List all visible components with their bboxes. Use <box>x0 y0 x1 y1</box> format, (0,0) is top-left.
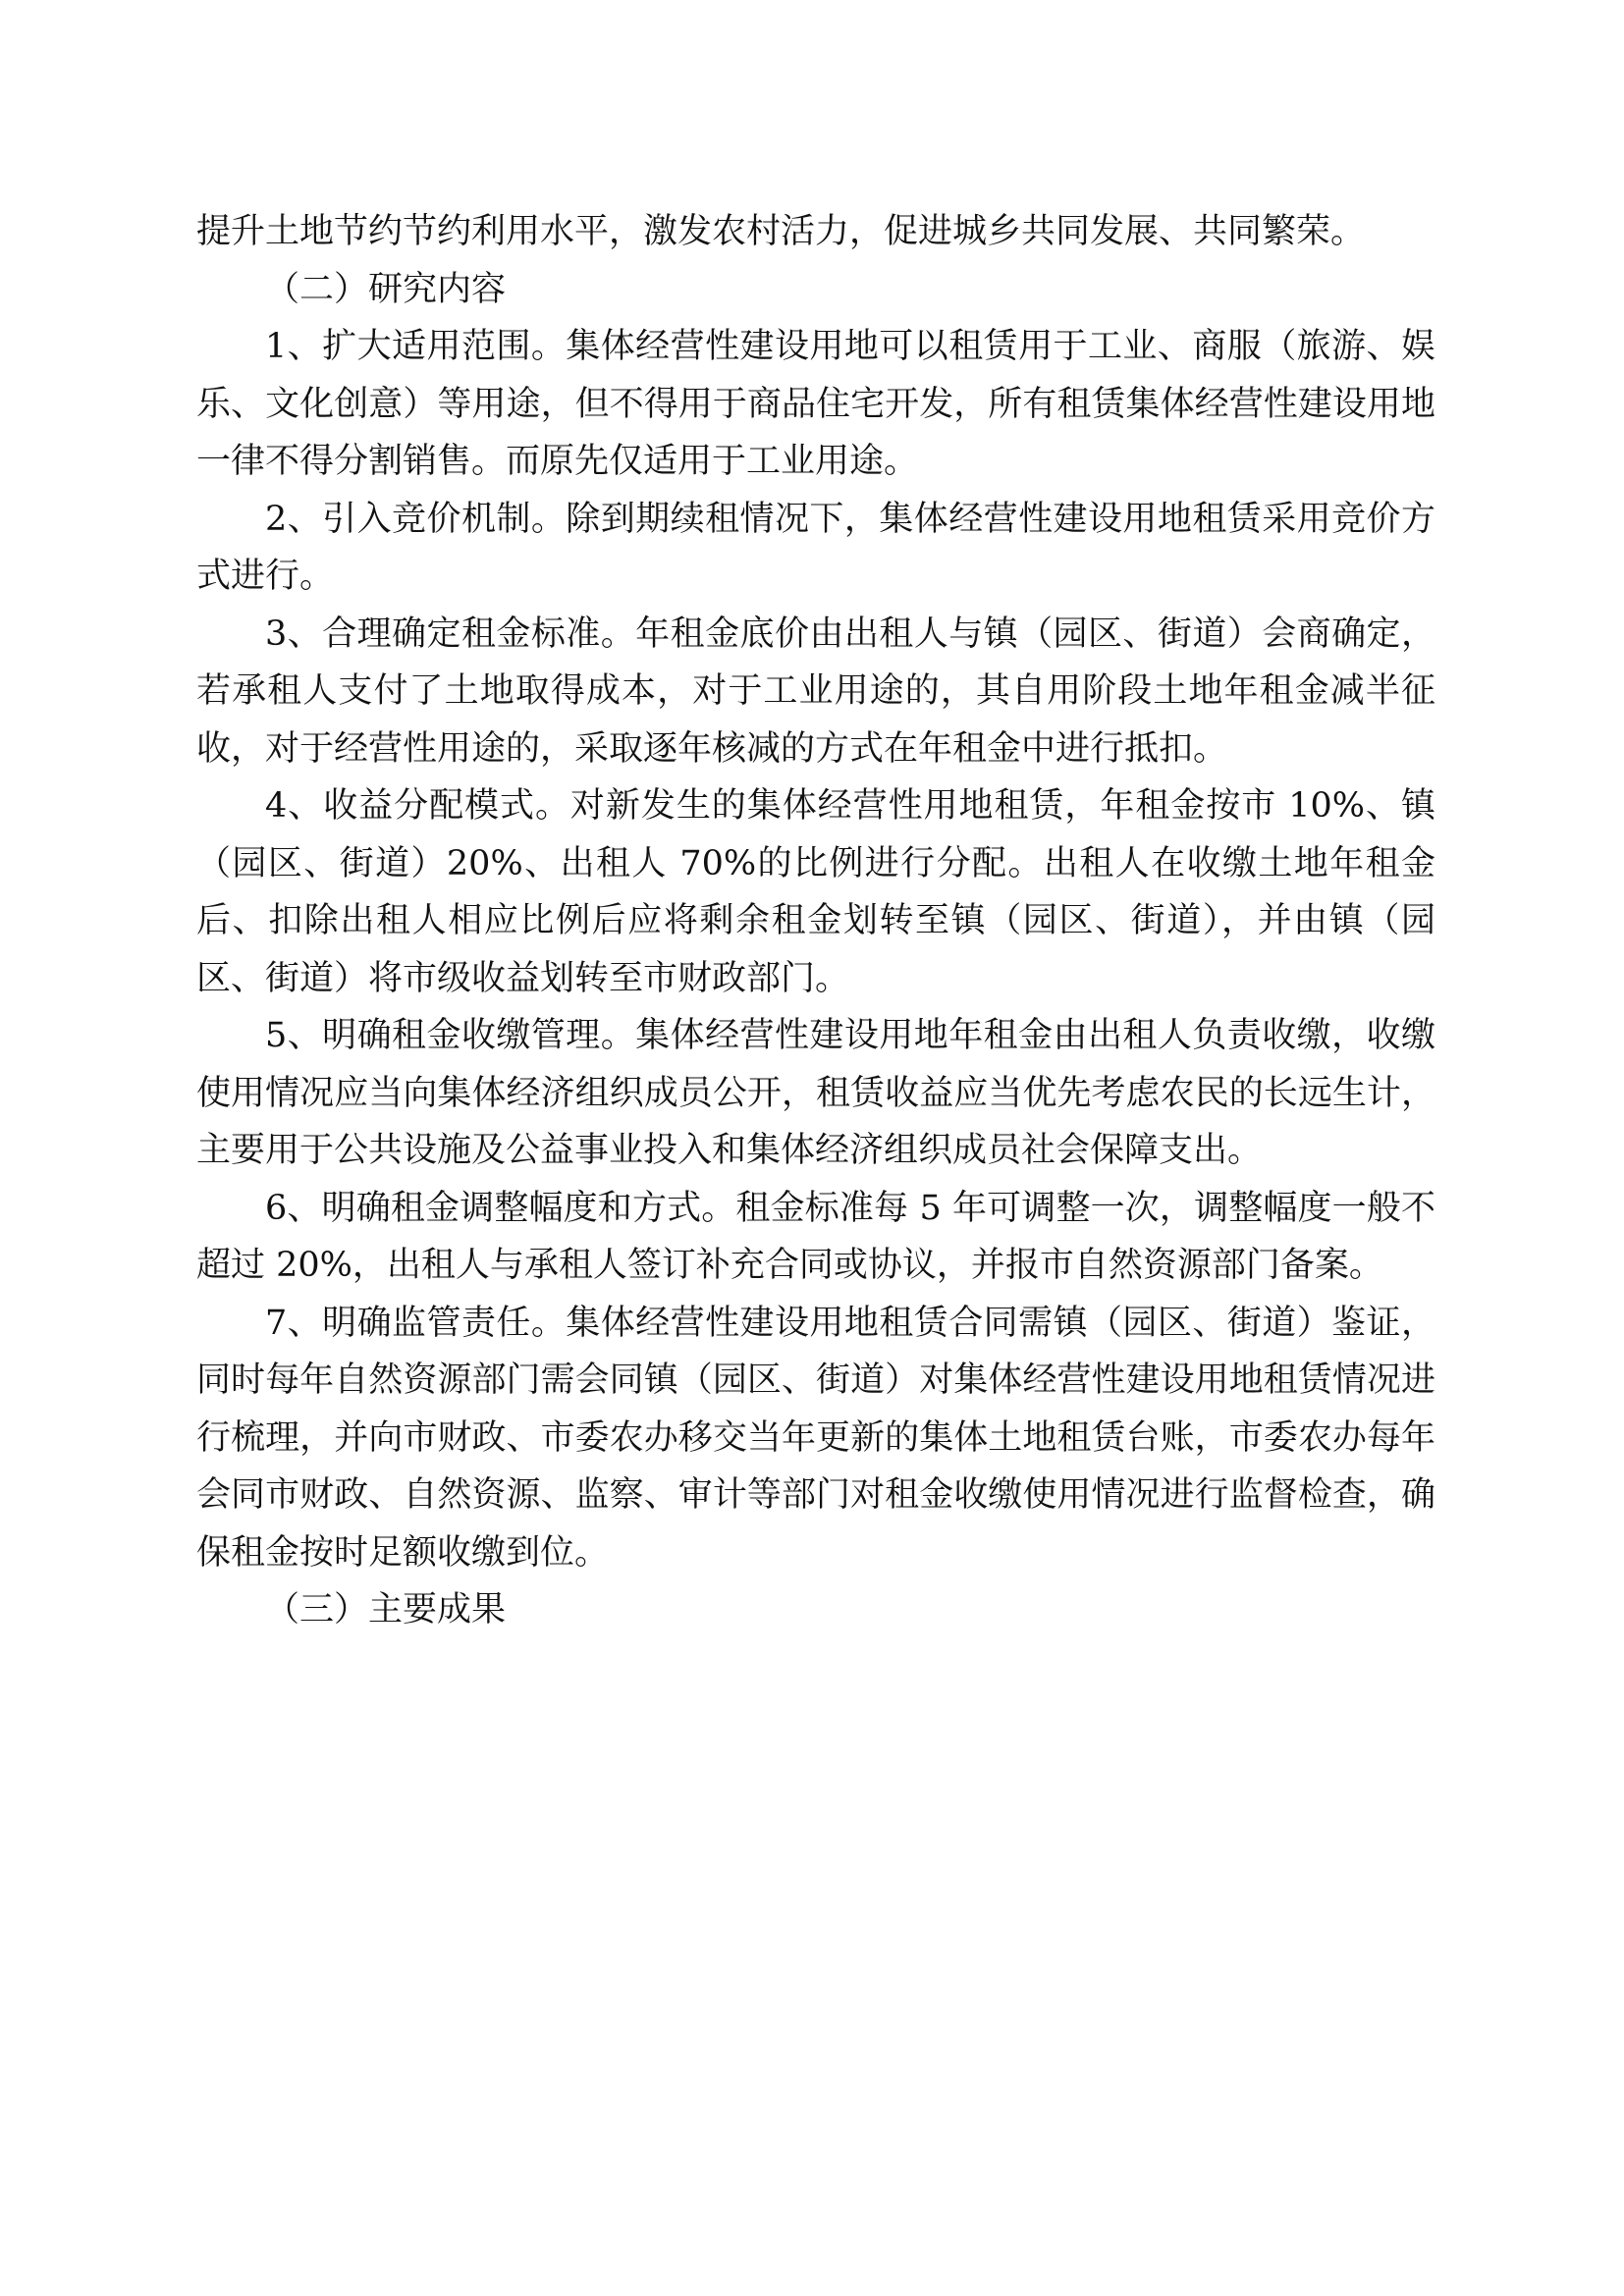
paragraph-item-2: 2、引入竞价机制。除到期续租情况下，集体经营性建设用地租赁采用竞价方式进行。 <box>196 499 1435 596</box>
paragraph-item-3: 3、合理确定租金标准。年租金底价由出租人与镇（园区、街道）会商确定，若承租人支付了土地取得成本，对于工业用途的，其自用阶段土地年租金减半征收，对于经营性用途的，采取逐年核减的方式在年租金中进行抵扣。 <box>196 614 1435 769</box>
paragraph-item-5: 5、明确租金收缴管理。集体经营性建设用地年租金由出租人负责收缴，收缴使用情况应当向集体经济组织成员公开，租赁收益应当优先考虑农民的长远生计，主要用于公共设施及公益事业投入和集体经济组织成员社会保障支出。 <box>196 1016 1435 1170</box>
paragraph-item-1: 1、扩大适用范围。集体经营性建设用地可以租赁用于工业、商服（旅游、娱乐、文化创意）等用途，但不得用于商品住宅开发，所有租赁集体经营性建设用地一律不得分割销售。而原先仅适用于工业用途。 <box>196 327 1435 481</box>
paragraph-item-7: 7、明确监管责任。集体经营性建设用地租赁合同需镇（园区、街道）鉴证，同时每年自然资源部门需会同镇（园区、街道）对集体经营性建设用地租赁情况进行梳理，并向市财政、市委农办移交当年更新的集体土地租赁台账，市委农办每年会同市财政、自然资源、监察、审计等部门对租金收缴使用情况进行监督检查，确保租金按时足额收缴到位。 <box>196 1303 1435 1573</box>
paragraph-item-6: 6、明确租金调整幅度和方式。租金标准每 5 年可调整一次，调整幅度一般不超过 20%，出租人与承租人签订补充合同或协议，并报市自然资源部门备案。 <box>196 1188 1435 1285</box>
document-body <box>196 203 1435 1639</box>
paragraph-continued: 提升土地节约节约利用水平，激发农村活力，促进城乡共同发展、共同繁荣。 <box>196 212 1366 251</box>
section-heading-research-content: （二）研究内容 <box>265 269 507 309</box>
section-heading-main-results: （三）主要成果 <box>265 1590 507 1629</box>
paragraph-item-4: 4、收益分配模式。对新发生的集体经营性用地租赁，年租金按市 10%、镇（园区、街道）20%、出租人 70%的比例进行分配。出租人在收缴土地年租金后、扣除出租人相应比例后应将剩余租金划转至镇（园区、街道），并由镇（园区、街道）将市级收益划转至市财政部门。 <box>196 786 1435 998</box>
